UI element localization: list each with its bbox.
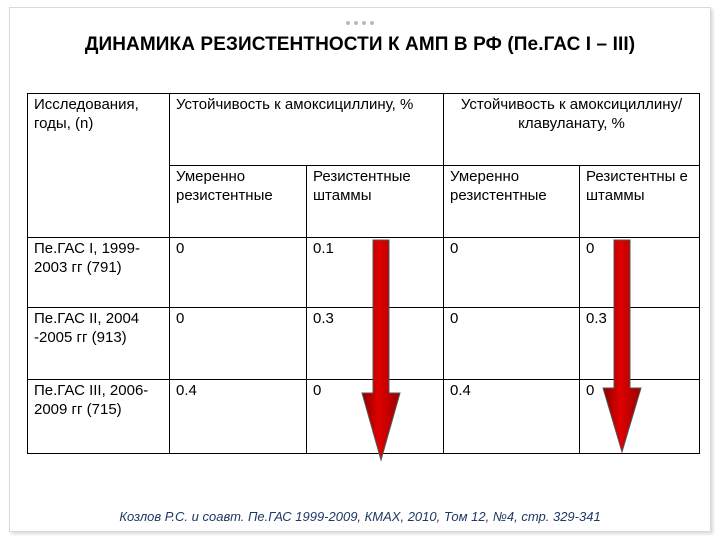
header-amc-moderate: Умеренно резистентные [444, 166, 580, 238]
down-arrow-icon [361, 238, 401, 463]
citation: Козлов Р.С. и соавт. Пе.ГАС 1999-2009, КМАХ, 2010, Том 12, №4, стр. 329-341 [119, 509, 601, 524]
row-study: Пе.ГАС III, 2006-2009 гг (715) [28, 380, 170, 454]
row-amc-resistant: 0.3 [580, 308, 700, 380]
header-amox-moderate: Умеренно резистентные [170, 166, 307, 238]
row-amc-moderate: 0 [444, 238, 580, 308]
row-study: Пе.ГАС II, 2004 -2005 гг (913) [28, 308, 170, 380]
row-study: Пе.ГАС I, 1999-2003 гг (791) [28, 238, 170, 308]
down-arrow-icon [602, 238, 642, 455]
header-amc-resistant: Резистентны е штаммы [580, 166, 700, 238]
slide-title: ДИНАМИКА РЕЗИСТЕНТНОСТИ К АМП В РФ (Пе.ГАС I – III) [84, 34, 636, 55]
row-amc-moderate: 0 [444, 308, 580, 380]
header-amoxicillin: Устойчивость к амоксициллину, % [170, 94, 444, 166]
row-amc-moderate: 0.4 [444, 380, 580, 454]
header-amoxiclav: Устойчивость к амоксициллину/клавуланату, % [444, 94, 700, 166]
row-amox-resistant: 0.1 [307, 238, 444, 308]
table-subheader-row [28, 166, 700, 238]
row-amox-moderate: 0.4 [170, 380, 307, 454]
row-amox-moderate: 0 [170, 308, 307, 380]
header-studies-continued [28, 166, 170, 238]
row-amox-resistant: 0.3 [307, 308, 444, 380]
header-studies: Исследования, годы, (n) [28, 94, 170, 166]
table-header-row [28, 94, 700, 166]
row-amc-resistant: 0 [580, 380, 700, 454]
row-amox-resistant: 0 [307, 380, 444, 454]
header-amox-resistant: Резистентные штаммы [307, 166, 444, 238]
slide-decoration-dots [0, 20, 720, 26]
row-amox-moderate: 0 [170, 238, 307, 308]
row-amc-resistant: 0 [580, 238, 700, 308]
